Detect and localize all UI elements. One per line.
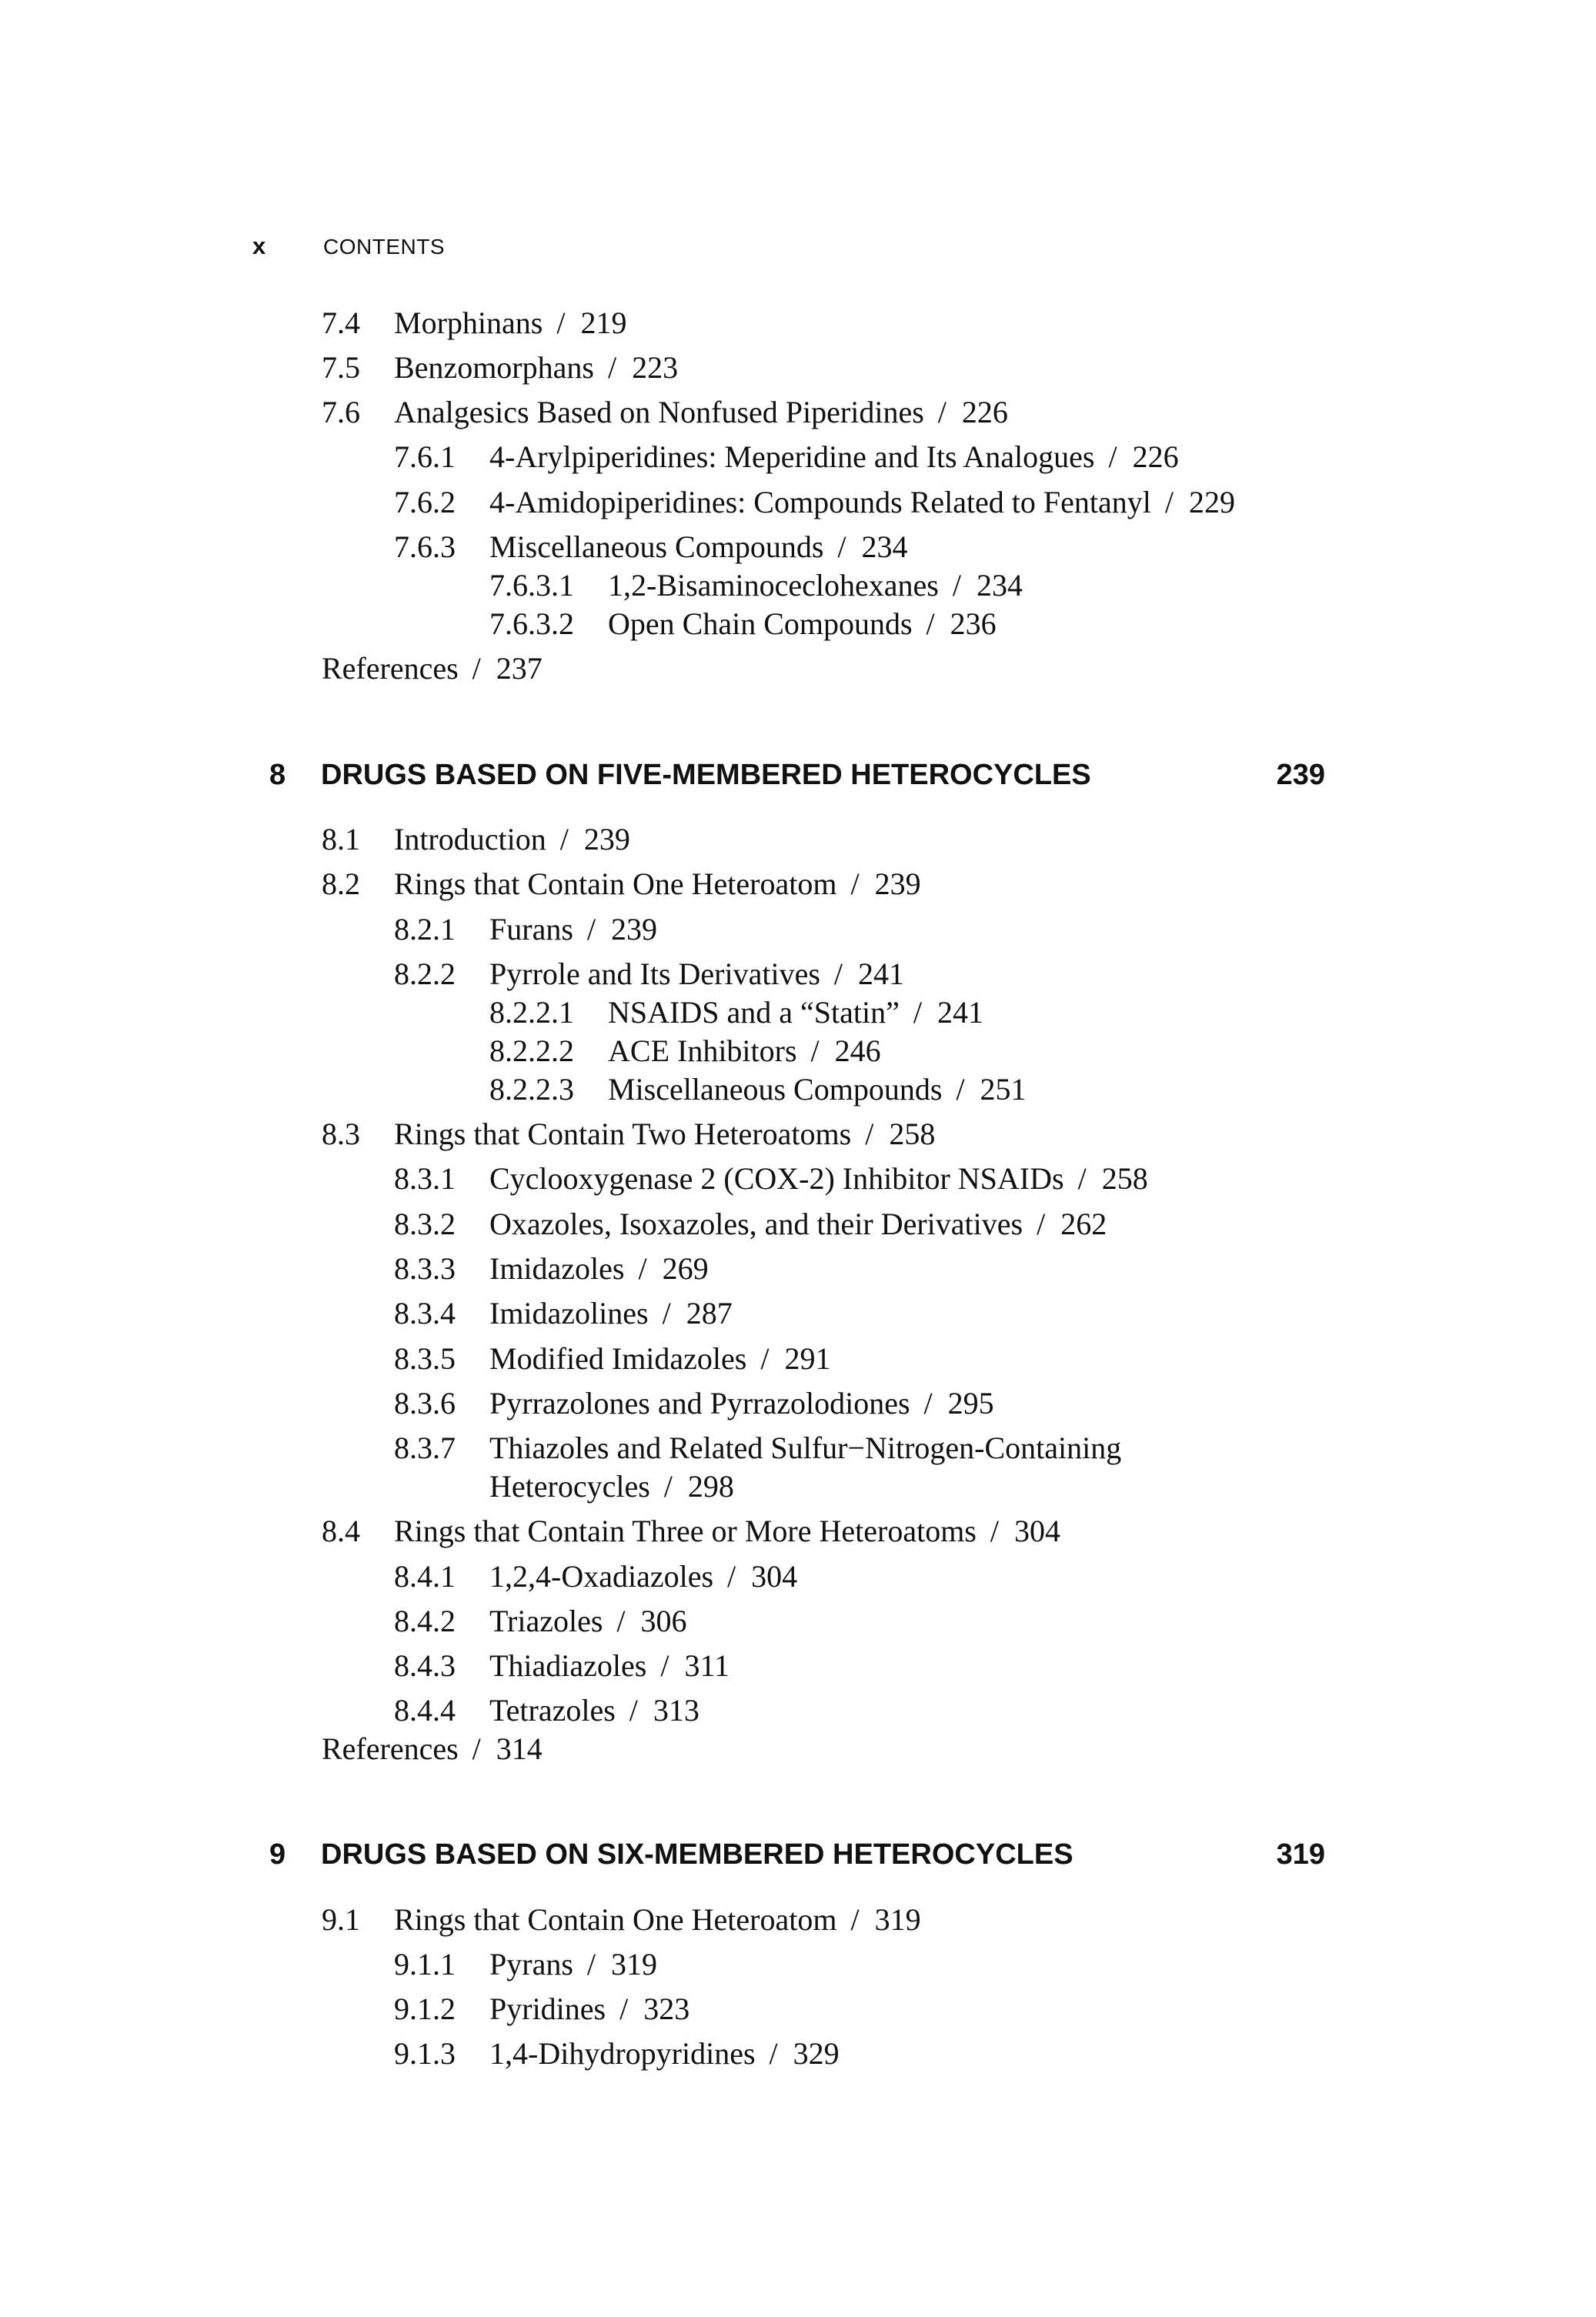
toc-entry-8-2-1[interactable]: 8.2.1 Furans / 239 — [394, 912, 658, 946]
section-number: 9.1.1 — [394, 1947, 456, 1981]
section-number: 7.5 — [322, 350, 360, 385]
section-number: 7.6.3.1 — [489, 568, 574, 603]
toc-entry-7-6-3-1[interactable]: 7.6.3.1 1,2-Bisaminoceclohexanes / 234 — [489, 568, 1023, 603]
section-page: 237 — [496, 651, 543, 686]
section-number: 8.2.2.1 — [489, 995, 574, 1030]
section-number: 8.4.4 — [394, 1693, 456, 1728]
chapter-page: 239 — [1276, 759, 1325, 791]
section-title: Rings that Contain One Heteroatom — [394, 866, 837, 901]
section-number: 8.3 — [322, 1117, 360, 1151]
section-title: Morphinans — [394, 305, 543, 340]
section-title: Imidazolines — [489, 1296, 649, 1330]
toc-entry-8-2-2-1[interactable]: 8.2.2.1 NSAIDS and a “Statin” / 241 — [489, 995, 983, 1030]
section-title: ACE Inhibitors — [608, 1033, 797, 1068]
section-page: 251 — [980, 1072, 1027, 1107]
section-title: NSAIDS and a “Statin” — [608, 995, 900, 1030]
section-number: 8.4.1 — [394, 1559, 456, 1594]
chapter-heading-9[interactable] — [269, 1835, 1325, 1874]
toc-entry-9-1-2[interactable]: 9.1.2 Pyridines / 323 — [394, 1991, 690, 2026]
chapter-number: 9 — [269, 1838, 286, 1871]
toc-entry-9-1-3[interactable]: 9.1.3 1,4-Dihydropyridines / 329 — [394, 2036, 840, 2071]
toc-entry-8-3-6[interactable]: 8.3.6 Pyrrazolones and Pyrrazolodiones / 295 — [394, 1386, 994, 1421]
section-number: 8.2.2.3 — [489, 1072, 574, 1107]
section-title: 1,2-Bisaminoceclohexanes — [608, 568, 939, 603]
section-number: 9.1.2 — [394, 1991, 456, 2026]
section-number: 8.4 — [322, 1514, 360, 1548]
toc-entry-8-2-2-2[interactable]: 8.2.2.2 ACE Inhibitors / 246 — [489, 1033, 881, 1068]
chapter-heading-8[interactable] — [269, 756, 1325, 794]
toc-entry-8-2-2[interactable]: 8.2.2 Pyrrole and Its Derivatives / 241 — [394, 957, 905, 991]
section-title-continuation: Heterocycles — [489, 1469, 650, 1504]
section-number: 7.6 — [322, 395, 360, 429]
section-page: 262 — [1060, 1207, 1107, 1241]
section-page: 226 — [1132, 439, 1179, 474]
section-number: 9.1.3 — [394, 2036, 456, 2071]
section-page: 223 — [632, 350, 679, 385]
section-title: Thiadiazoles — [489, 1648, 647, 1683]
section-title: 4-Amidopiperidines: Compounds Related to Fentanyl — [489, 485, 1151, 519]
section-title: Rings that Contain One Heteroatom — [394, 1902, 837, 1937]
section-page: 258 — [1101, 1161, 1148, 1196]
toc-entry-8-3-1[interactable]: 8.3.1 Cyclooxygenase 2 (COX-2) Inhibitor NSAIDs / 258 — [394, 1161, 1148, 1196]
toc-entry-8-4-3[interactable]: 8.4.3 Thiadiazoles / 311 — [394, 1648, 730, 1683]
toc-entry-9-1[interactable]: 9.1 Rings that Contain One Heteroatom / 319 — [322, 1902, 921, 1937]
section-page: 304 — [1014, 1514, 1060, 1548]
section-title: Open Chain Compounds — [608, 606, 913, 641]
section-page: 319 — [611, 1947, 658, 1981]
section-title: References — [322, 1731, 459, 1766]
toc-entry-8-2[interactable]: 8.2 Rings that Contain One Heteroatom / 239 — [322, 866, 921, 901]
section-page: 287 — [686, 1296, 733, 1330]
section-title: Thiazoles and Related Sulfur−Nitrogen-Containing — [489, 1431, 1122, 1465]
section-page: 239 — [583, 822, 630, 856]
section-title: References — [322, 651, 459, 686]
toc-entry-8-4-2[interactable]: 8.4.2 Triazoles / 306 — [394, 1604, 687, 1638]
section-title: Furans — [489, 912, 573, 946]
toc-entry-8-3[interactable]: 8.3 Rings that Contain Two Heteroatoms / 258 — [322, 1117, 936, 1151]
chapter-title: DRUGS BASED ON FIVE-MEMBERED HETEROCYCLES — [321, 759, 1091, 791]
toc-entry-7-5[interactable]: 7.5 Benzomorphans / 223 — [322, 350, 679, 385]
section-page: 239 — [874, 866, 921, 901]
toc-entry-references-7[interactable]: References / 237 — [322, 651, 543, 686]
toc-entry-references-8[interactable]: References / 314 — [322, 1731, 543, 1766]
section-number: 9.1 — [322, 1902, 360, 1937]
toc-entry-8-2-2-3[interactable]: 8.2.2.3 Miscellaneous Compounds / 251 — [489, 1072, 1027, 1107]
chapter-page: 319 — [1276, 1838, 1325, 1871]
section-page: 236 — [950, 606, 997, 641]
section-number: 8.2.1 — [394, 912, 456, 946]
toc-entry-8-4-1[interactable]: 8.4.1 1,2,4-Oxadiazoles / 304 — [394, 1559, 798, 1594]
section-title: 4-Arylpiperidines: Meperidine and Its Analogues — [489, 439, 1095, 474]
section-title: Cyclooxygenase 2 (COX-2) Inhibitor NSAIDs — [489, 1161, 1064, 1196]
section-page: 226 — [961, 395, 1008, 429]
section-page: 269 — [662, 1251, 709, 1286]
section-title: Pyrrazolones and Pyrrazolodiones — [489, 1386, 910, 1421]
section-page: 323 — [643, 1991, 690, 2026]
toc-entry-8-4-4[interactable]: 8.4.4 Tetrazoles / 313 — [394, 1693, 700, 1728]
toc-entry-8-3-4[interactable]: 8.3.4 Imidazolines / 287 — [394, 1296, 733, 1330]
section-title: Introduction — [394, 822, 546, 856]
toc-entry-9-1-1[interactable]: 9.1.1 Pyrans / 319 — [394, 1947, 658, 1981]
section-number: 8.3.5 — [394, 1341, 456, 1376]
section-number: 7.6.1 — [394, 439, 456, 474]
section-title: Triazoles — [489, 1604, 603, 1638]
section-number: 8.4.2 — [394, 1604, 456, 1638]
toc-entry-8-3-7-continuation[interactable]: Heterocycles / 298 — [489, 1469, 734, 1504]
section-number: 8.3.3 — [394, 1251, 456, 1286]
section-title: Miscellaneous Compounds — [608, 1072, 943, 1107]
section-page: 219 — [580, 305, 627, 340]
section-page: 229 — [1189, 485, 1236, 519]
section-title: Pyrans — [489, 1947, 573, 1981]
page-number: x — [252, 232, 266, 259]
toc-entry-8-3-2[interactable]: 8.3.2 Oxazoles, Isoxazoles, and their Derivatives / 262 — [394, 1207, 1107, 1241]
section-page: 313 — [653, 1693, 700, 1728]
section-number: 8.3.1 — [394, 1161, 456, 1196]
chapter-number: 8 — [269, 759, 286, 791]
section-page: 329 — [793, 2036, 840, 2071]
toc-entry-7-6[interactable]: 7.6 Analgesics Based on Nonfused Piperidines / 226 — [322, 395, 1008, 429]
section-title: Tetrazoles — [489, 1693, 616, 1728]
section-number: 7.6.2 — [394, 485, 456, 519]
section-number: 8.3.4 — [394, 1296, 456, 1330]
section-number: 8.4.3 — [394, 1648, 456, 1683]
section-number: 8.3.2 — [394, 1207, 456, 1241]
section-number: 7.6.3.2 — [489, 606, 574, 641]
section-title: Analgesics Based on Nonfused Piperidines — [394, 395, 924, 429]
section-title: Oxazoles, Isoxazoles, and their Derivatives — [489, 1207, 1023, 1241]
section-title: Pyrrole and Its Derivatives — [489, 957, 820, 991]
toc-entry-7-6-2[interactable]: 7.6.2 4-Amidopiperidines: Compounds Related to Fentanyl / 229 — [394, 485, 1236, 519]
toc-entry-7-6-1[interactable]: 7.6.1 4-Arylpiperidines: Meperidine and Its Analogues / 226 — [394, 439, 1179, 474]
toc-entry-8-1[interactable]: 8.1 Introduction / 239 — [322, 822, 630, 856]
section-title: Pyridines — [489, 1991, 606, 2026]
section-page: 239 — [611, 912, 658, 946]
section-page: 295 — [947, 1386, 994, 1421]
running-head — [252, 232, 445, 263]
section-number: 8.1 — [322, 822, 360, 856]
section-title: Benzomorphans — [394, 350, 594, 385]
section-title: Rings that Contain Two Heteroatoms — [394, 1117, 852, 1151]
section-page: 234 — [977, 568, 1023, 603]
section-page: 314 — [496, 1731, 543, 1766]
toc-entry-8-4[interactable]: 8.4 Rings that Contain Three or More Heteroatoms / 304 — [322, 1514, 1060, 1548]
section-title: Imidazoles — [489, 1251, 625, 1286]
toc-entry-7-4[interactable]: 7.4 Morphinans / 219 — [322, 305, 627, 340]
section-number: 7.4 — [322, 305, 360, 340]
chapter-title: DRUGS BASED ON SIX-MEMBERED HETEROCYCLES — [321, 1838, 1073, 1871]
section-number: 7.6.3 — [394, 529, 456, 564]
section-title: Miscellaneous Compounds — [489, 529, 824, 564]
running-title: CONTENTS — [323, 235, 445, 259]
section-page: 306 — [640, 1604, 687, 1638]
section-number: 8.3.6 — [394, 1386, 456, 1421]
section-number: 8.2.2 — [394, 957, 456, 991]
section-page: 291 — [784, 1341, 831, 1376]
toc-entry-8-3-7[interactable] — [394, 1430, 1121, 1467]
toc-entry-7-6-3-2[interactable]: 7.6.3.2 Open Chain Compounds / 236 — [489, 606, 997, 641]
section-number: 8.2.2.2 — [489, 1033, 574, 1068]
section-page: 241 — [937, 995, 983, 1030]
toc-entry-8-3-3[interactable]: 8.3.3 Imidazoles / 269 — [394, 1251, 709, 1286]
section-page: 234 — [861, 529, 908, 564]
section-page: 298 — [687, 1469, 734, 1504]
section-title: Modified Imidazoles — [489, 1341, 747, 1376]
section-page: 258 — [889, 1117, 936, 1151]
section-page: 319 — [874, 1902, 921, 1937]
section-title: Rings that Contain Three or More Heteroatoms — [394, 1514, 977, 1548]
section-page: 246 — [834, 1033, 881, 1068]
section-page: 311 — [684, 1648, 730, 1683]
section-title: 1,2,4-Oxadiazoles — [489, 1559, 714, 1594]
toc-entry-8-3-5[interactable]: 8.3.5 Modified Imidazoles / 291 — [394, 1341, 831, 1376]
section-page: 304 — [751, 1559, 798, 1594]
section-number: 8.2 — [322, 866, 360, 901]
section-title: 1,4-Dihydropyridines — [489, 2036, 756, 2071]
section-number: 8.3.7 — [394, 1431, 456, 1465]
section-page: 241 — [858, 957, 905, 991]
toc-entry-7-6-3[interactable]: 7.6.3 Miscellaneous Compounds / 234 — [394, 529, 908, 564]
